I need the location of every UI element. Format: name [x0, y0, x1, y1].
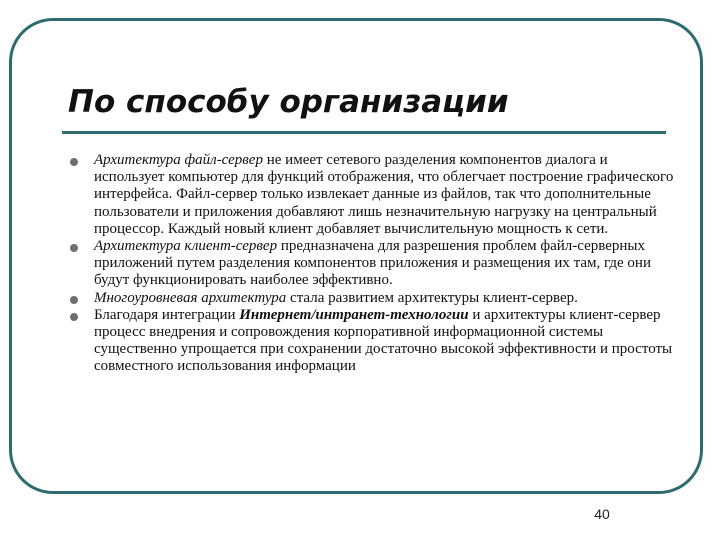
- term-file-server: Архитектура файл-сервер: [94, 152, 263, 168]
- bullet-text: стала развитием архитектуры клиент-сервер.: [286, 289, 578, 306]
- bullet-internet-intranet: [70, 307, 676, 376]
- bullet-list: [70, 152, 676, 376]
- bullet-file-server: [70, 152, 676, 238]
- bullet-client-server: [70, 238, 676, 290]
- term-client-server: Архитектура клиент-сервер: [94, 238, 278, 255]
- bullet-dot-icon: [70, 158, 78, 166]
- term-multitier: Многоуровневая архитектура: [94, 289, 287, 306]
- bullet-multitier: [70, 290, 676, 307]
- bullet-prefix: Благодаря интеграции: [94, 306, 240, 323]
- bullet-dot-icon: [70, 313, 78, 321]
- bullet-text: предназначена для разрешения проблем файл-серверных приложений путем разделения компонентов приложения и размещения их там, где они будут функционировать наиболее эффективно.: [94, 238, 651, 289]
- bullet-dot-icon: [70, 296, 78, 304]
- bullet-text: не имеет сетевого разделения компонентов диалога и использует компьютер для функций отображения, что облегчает построение графического интерфейса. Файл-сервер только извлекает данные из файлов, так что дополнительные пользователи и приложения добавляют лишь незначительную нагрузку на центральный процессор. Каждый новый клиент добавляет вычислительную мощность к сети.: [94, 152, 674, 237]
- page-number: 40: [594, 506, 610, 522]
- bullet-text: и архитектуры клиент-сервер процесс внедрения и сопровождения корпоративной информационной системы существенно упрощается при сохранении достаточно высокой эффективности и простоты совместного использования информации: [94, 306, 673, 375]
- bullet-dot-icon: [70, 244, 78, 252]
- term-internet-intranet: Интернет/интранет-технологии: [239, 306, 469, 323]
- slide-title: По способу организации: [68, 84, 509, 120]
- title-underline: [62, 131, 666, 134]
